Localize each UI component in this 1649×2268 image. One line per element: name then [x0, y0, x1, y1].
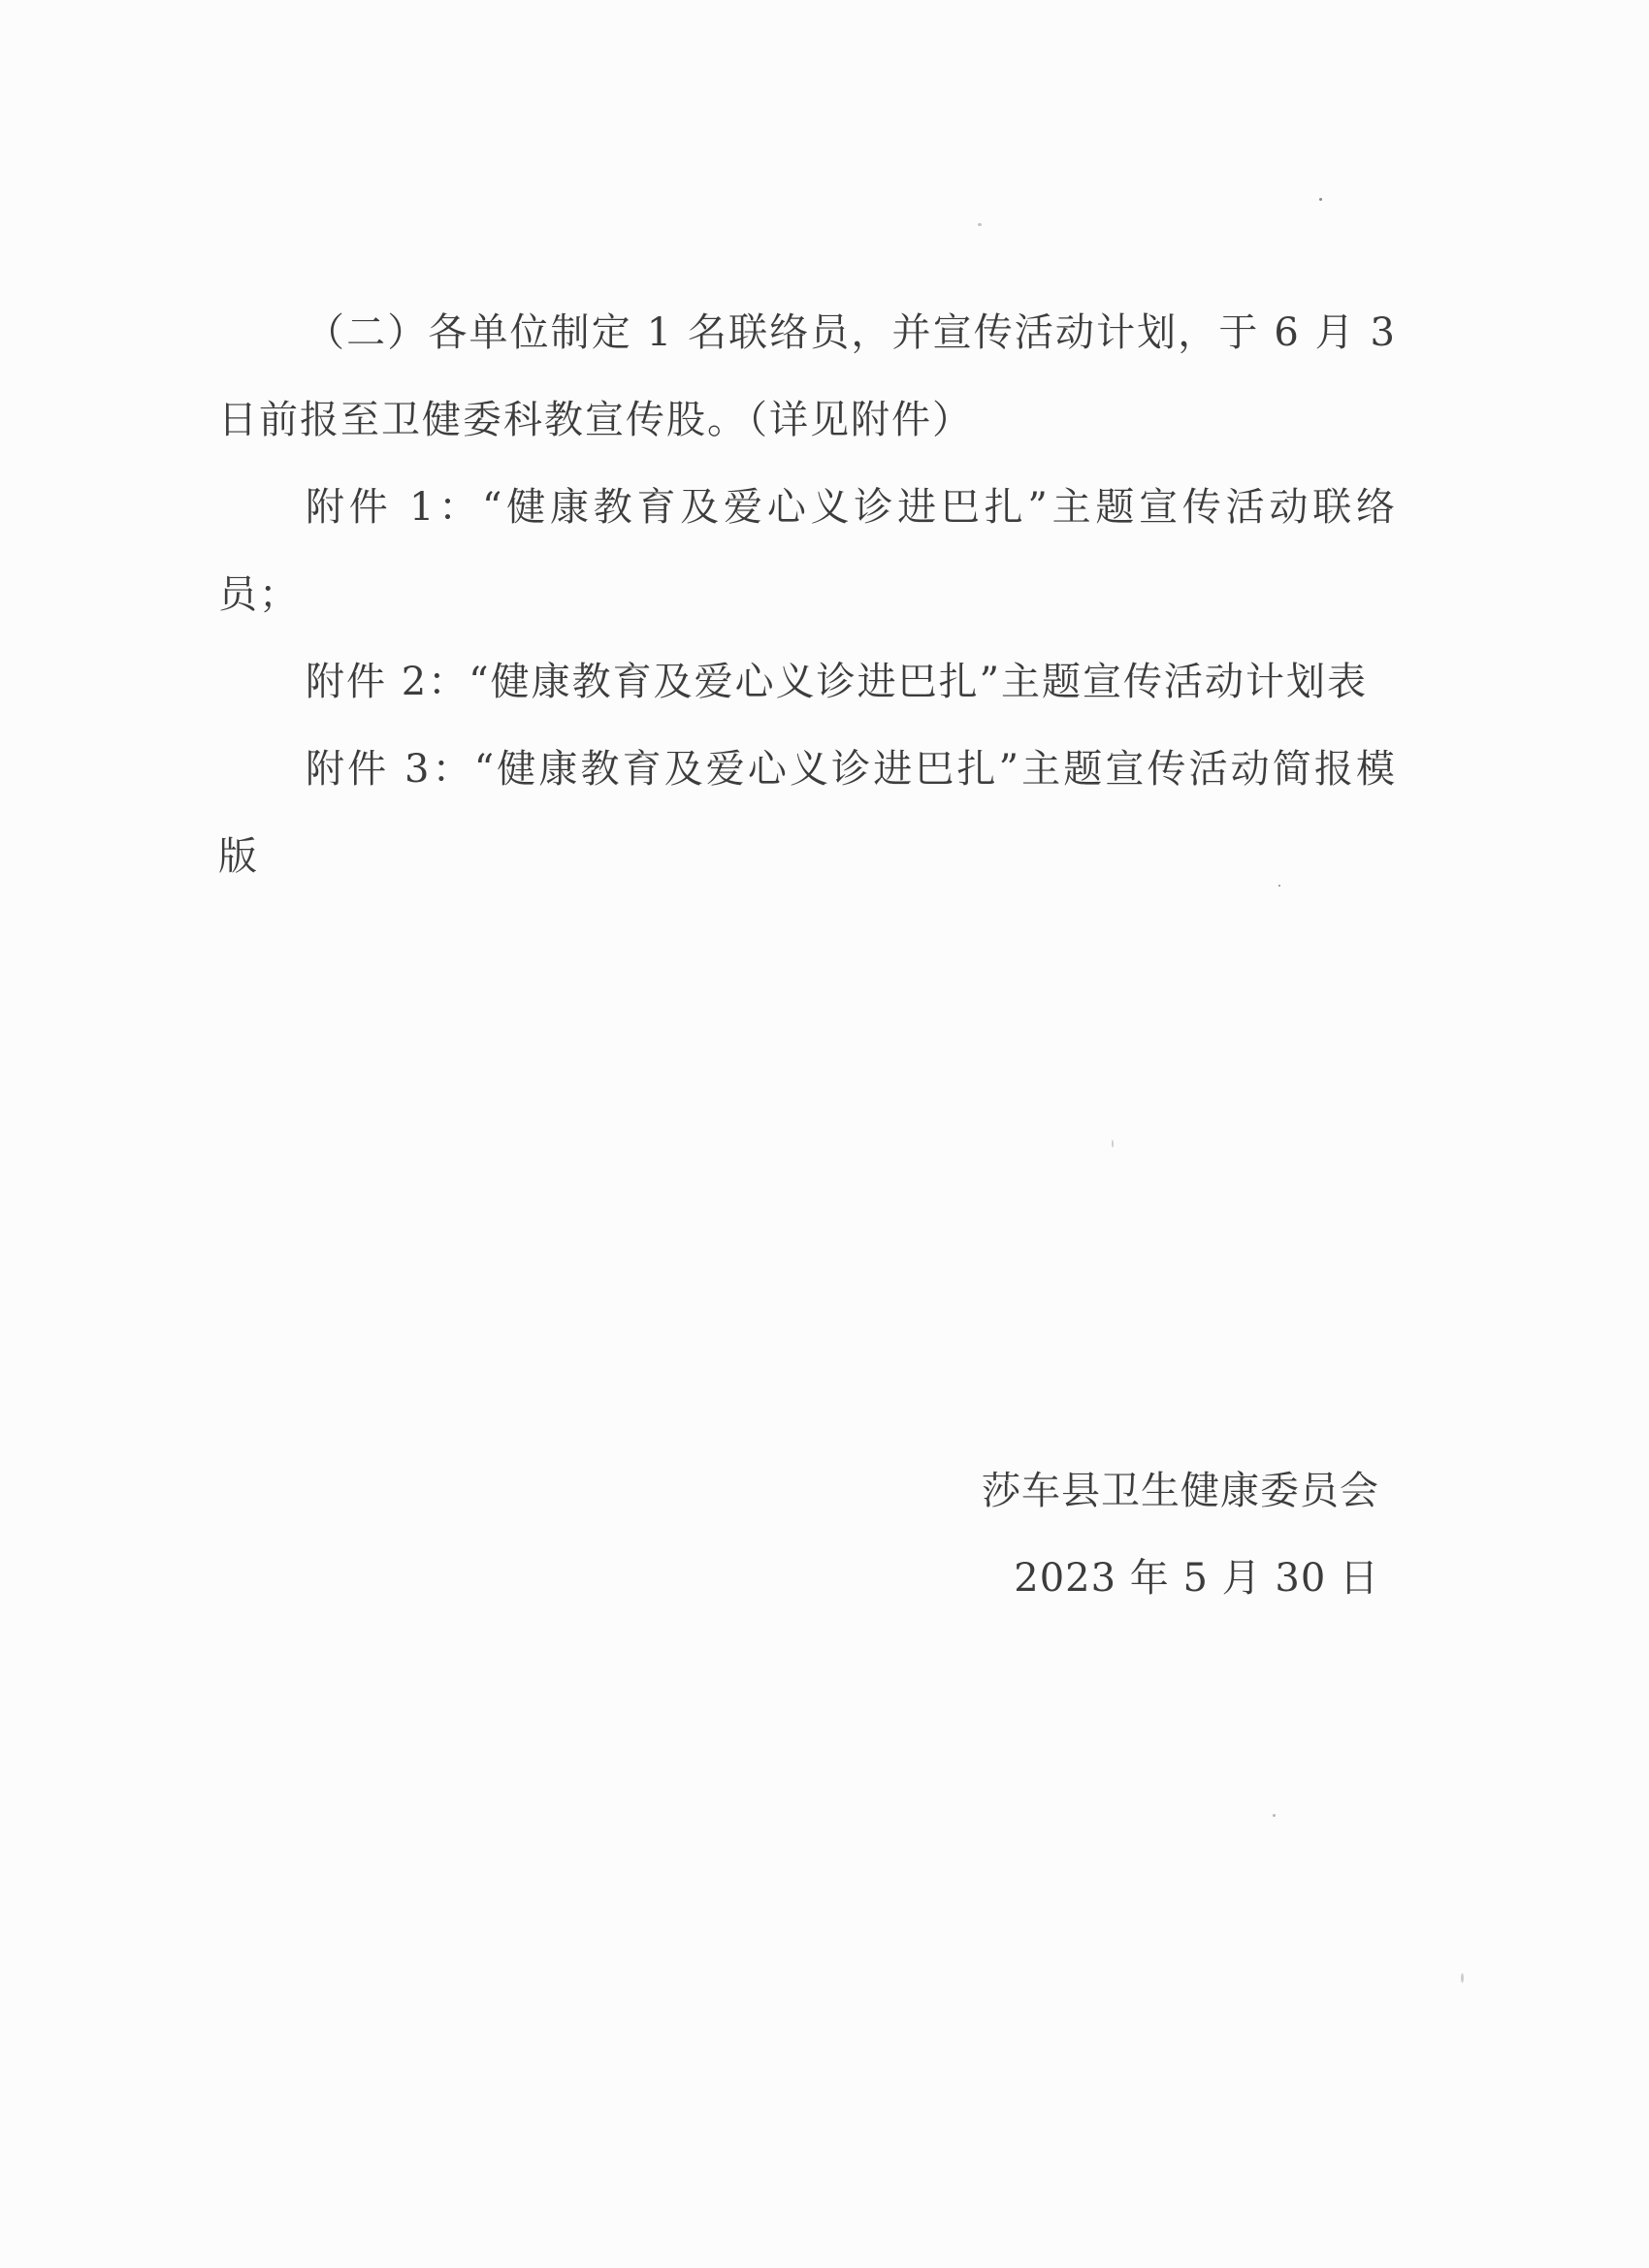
attachment-3-line: 附件 3：“健康教育及爱心义诊进巴扎”主题宣传活动简报模版	[218, 747, 1397, 879]
scan-speck	[1278, 885, 1280, 887]
attachment-2-line: 附件 2：“健康教育及爱心义诊进巴扎”主题宣传活动计划表	[306, 660, 1369, 704]
issuing-organization: 莎车县卫生健康委员会	[982, 1469, 1379, 1513]
issue-date: 2023 年 5 月 30 日	[1014, 1556, 1379, 1601]
scan-speck	[978, 223, 982, 226]
attachment-1-line: 附件 1：“健康教育及爱心义诊进巴扎”主题宣传活动联络员；	[218, 485, 1397, 617]
scan-speck	[1461, 1973, 1464, 1983]
scan-speck	[1273, 1814, 1276, 1817]
signature-block	[982, 1447, 1379, 1622]
paragraph-contact-person: （二）各单位制定 1 名联络员，并宣传活动计划，于 6 月 3 日前报至卫健委科教宣传股。（详见附件）	[218, 310, 1397, 442]
scan-speck	[1319, 198, 1322, 201]
scan-speck	[1112, 1140, 1114, 1148]
document-body	[218, 289, 1397, 900]
